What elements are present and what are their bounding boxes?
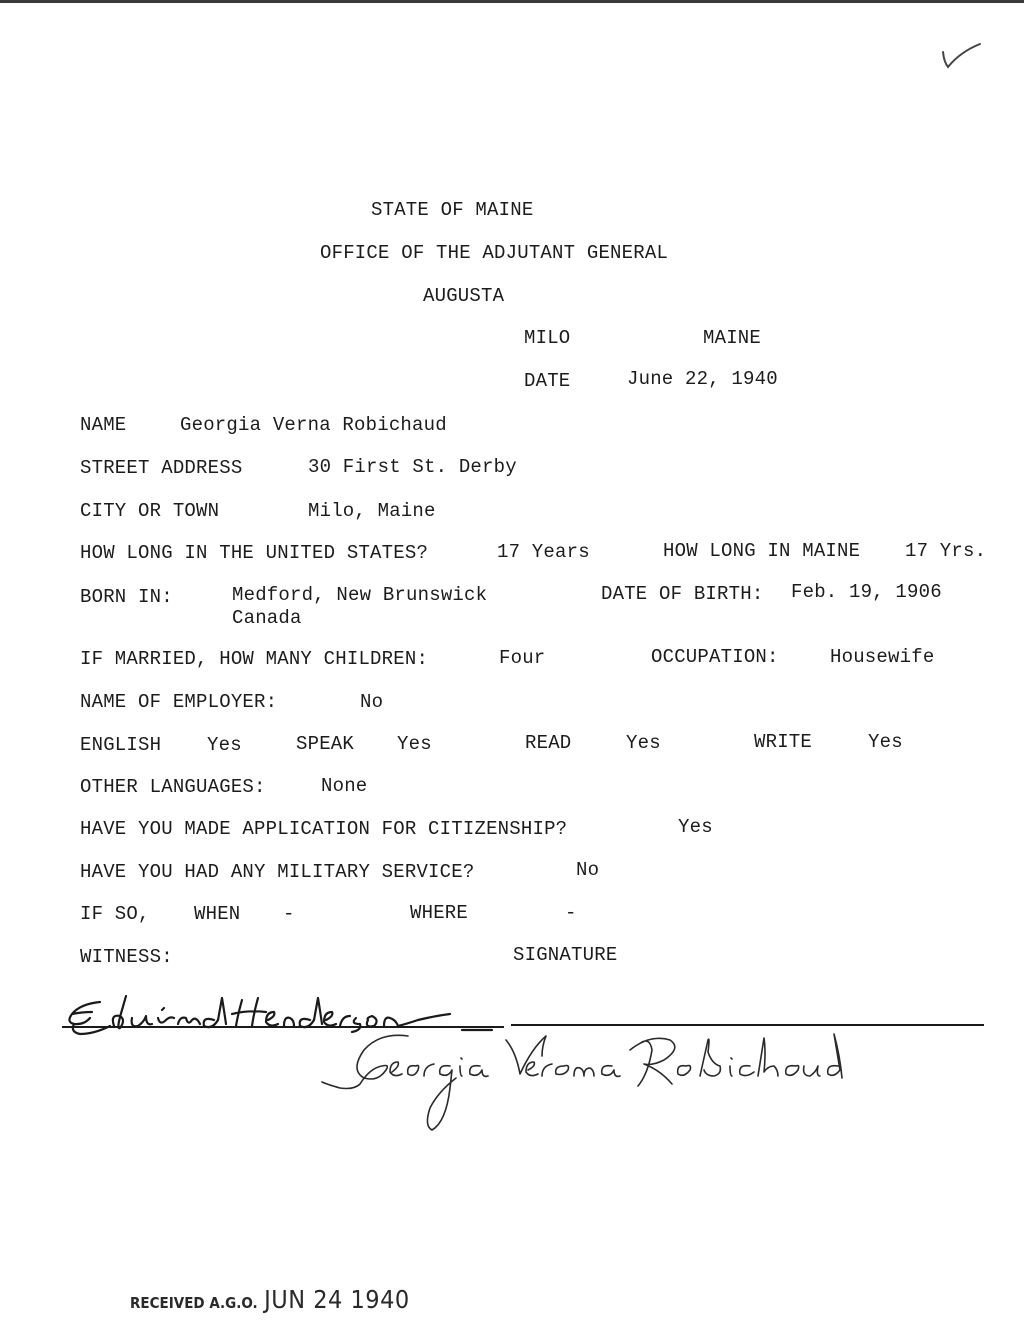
name-value: Georgia Verna Robichaud: [180, 414, 447, 436]
street-address-value: 30 First St. Derby: [308, 456, 517, 478]
us-duration-value: 17 Years: [497, 541, 590, 563]
speak-label: SPEAK: [296, 733, 355, 755]
maine-duration-label: HOW LONG IN MAINE: [663, 540, 861, 562]
birth-date-value: Feb. 19, 1906: [791, 581, 942, 603]
birth-date-label: DATE OF BIRTH:: [601, 583, 764, 605]
check-mark-icon: [940, 40, 990, 80]
witness-label: WITNESS:: [80, 946, 173, 968]
stamp-date: JUN 24 1940: [264, 1285, 410, 1314]
city-value: Milo, Maine: [308, 500, 436, 522]
where-value: -: [565, 902, 577, 924]
write-label: WRITE: [754, 731, 813, 753]
born-in-label: BORN IN:: [80, 586, 173, 608]
occupation-value: Housewife: [830, 646, 935, 668]
employer-value: No: [360, 691, 384, 713]
other-languages-value: None: [321, 775, 368, 797]
name-label: NAME: [80, 414, 127, 436]
when-value: -: [283, 903, 295, 925]
header-state: STATE OF MAINE: [371, 199, 534, 221]
date-label: DATE: [524, 370, 571, 392]
where-label: WHERE: [410, 902, 469, 924]
signature-label: SIGNATURE: [513, 944, 618, 966]
speak-value: Yes: [397, 733, 432, 755]
if-so-label: IF SO,: [80, 903, 150, 925]
other-languages-label: OTHER LANGUAGES:: [80, 776, 266, 798]
employer-label: NAME OF EMPLOYER:: [80, 691, 278, 713]
scan-border: [0, 0, 1024, 3]
military-label: HAVE YOU HAD ANY MILITARY SERVICE?: [80, 861, 475, 883]
maine-duration-value: 17 Yrs.: [905, 540, 987, 562]
military-value: No: [576, 859, 600, 881]
received-stamp: [130, 1285, 410, 1314]
when-label: WHEN: [194, 903, 241, 925]
english-label: ENGLISH: [80, 734, 162, 756]
stamp-received: RECEIVED A.G.O.: [130, 1294, 258, 1312]
born-in-value-line1: Medford, New Brunswick: [232, 584, 488, 606]
citizenship-label: HAVE YOU MADE APPLICATION FOR CITIZENSHIP?: [80, 818, 568, 840]
applicant-signature: [320, 1026, 840, 1136]
us-duration-label: HOW LONG IN THE UNITED STATES?: [80, 542, 429, 564]
english-value: Yes: [207, 734, 242, 756]
date-value: June 22, 1940: [627, 368, 778, 390]
street-address-label: STREET ADDRESS: [80, 457, 243, 479]
location-town: MILO: [524, 327, 571, 349]
header-office: OFFICE OF THE ADJUTANT GENERAL: [320, 242, 669, 264]
read-label: READ: [525, 732, 572, 754]
occupation-label: OCCUPATION:: [651, 646, 779, 668]
city-label: CITY OR TOWN: [80, 500, 220, 522]
born-in-value-line2: Canada: [232, 607, 302, 629]
write-value: Yes: [868, 731, 903, 753]
header-city: AUGUSTA: [423, 285, 505, 307]
citizenship-value: Yes: [678, 816, 713, 838]
children-label: IF MARRIED, HOW MANY CHILDREN:: [80, 648, 429, 670]
location-state: MAINE: [703, 327, 762, 349]
children-value: Four: [499, 647, 546, 669]
read-value: Yes: [626, 732, 661, 754]
